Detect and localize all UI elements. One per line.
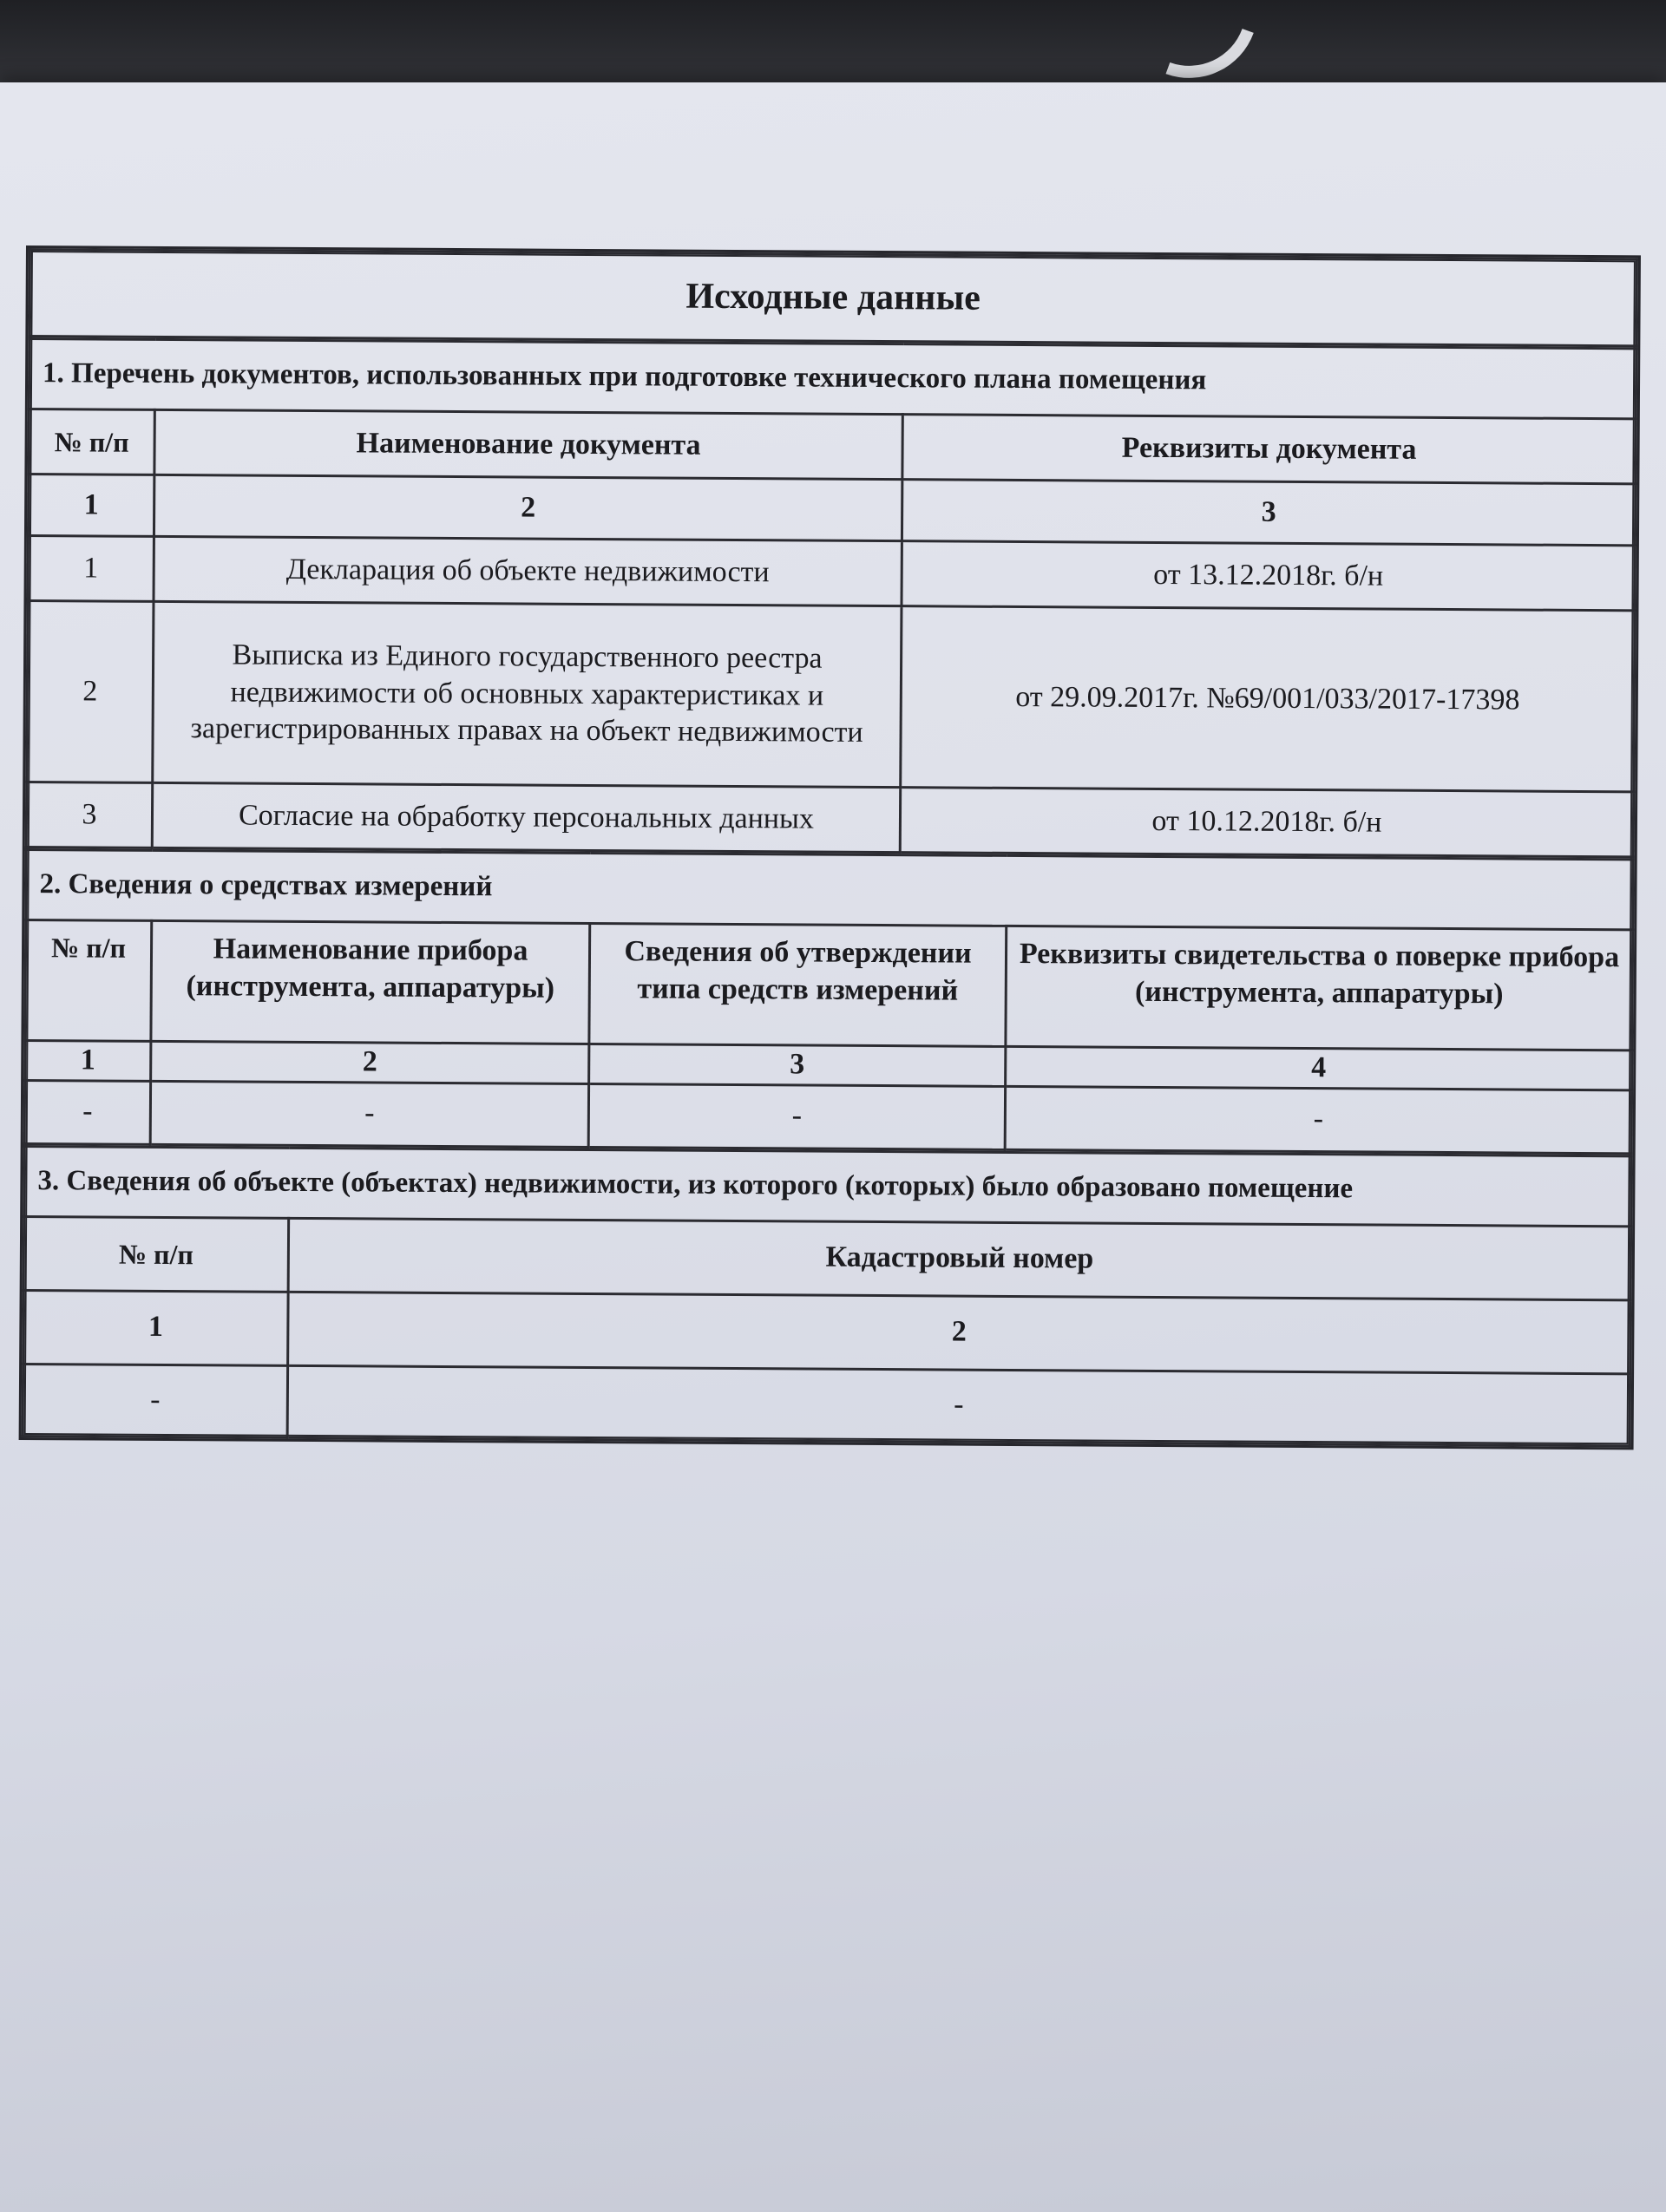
empty-cell: - — [1005, 1086, 1631, 1153]
title-table — [28, 248, 1638, 347]
column-header-cadastral-number: Кадастровый номер — [288, 1218, 1630, 1299]
empty-cell: - — [588, 1083, 1005, 1149]
row-number: 2 — [27, 601, 154, 783]
background-dark-area — [0, 0, 1666, 95]
table-row — [28, 536, 1635, 611]
row-number: 3 — [26, 782, 152, 848]
column-number-cell: 2 — [154, 474, 902, 540]
document-name: Выписка из Единого государственного реестра недвижимости об основных характеристиках и зарегистрированных правах на объект недвижимости — [153, 601, 902, 787]
table-row — [24, 1080, 1631, 1153]
column-header-number: № п/п — [23, 1216, 289, 1292]
document-details: от 13.12.2018г. б/н — [902, 541, 1635, 611]
empty-cell: - — [24, 1080, 150, 1144]
column-number-cell: 2 — [288, 1292, 1630, 1373]
document-details: от 29.09.2017г. №69/001/033/2017-17398 — [901, 606, 1635, 792]
row-number: 1 — [28, 536, 154, 602]
column-header-instrument-name: Наименование прибора (инструмента, аппаратуры) — [151, 920, 590, 1044]
empty-cell: - — [150, 1081, 588, 1147]
documents-table — [25, 337, 1638, 858]
column-number-cell: 2 — [151, 1041, 589, 1083]
column-header-verification-certificate: Реквизиты свидетельства о поверке прибора (инструмента, аппаратуры) — [1006, 926, 1633, 1050]
empty-cell: - — [23, 1364, 288, 1437]
section1-heading: 1. Перечень документов, использованных при подготовке технического плана помещения — [29, 339, 1636, 419]
column-number-cell: 1 — [23, 1290, 289, 1365]
section3-heading: 3. Сведения об объекте (объектах) недвижимости, из которого (которых) было образовано помещение — [24, 1146, 1631, 1226]
instruments-table — [23, 848, 1635, 1155]
column-header-number: № п/п — [29, 409, 154, 475]
column-number-cell: 1 — [25, 1041, 151, 1081]
empty-cell: - — [287, 1365, 1630, 1445]
source-data-document — [19, 245, 1641, 1450]
section2-heading: 2. Сведения о средствах измерений — [26, 850, 1633, 930]
table-row — [23, 1364, 1630, 1445]
column-header-number: № п/п — [25, 920, 152, 1042]
document-name: Согласие на обработку персональных данных — [152, 782, 900, 852]
column-header-type-approval: Сведения об утверждении типа средств измерений — [589, 923, 1007, 1046]
table-row — [26, 782, 1633, 857]
column-number-cell: 3 — [589, 1044, 1006, 1085]
column-number-cell: 3 — [902, 480, 1635, 546]
document-details: от 10.12.2018г. б/н — [900, 788, 1633, 857]
table-row — [27, 601, 1635, 792]
page-title: Исходные данные — [30, 250, 1637, 346]
column-header-doc-name: Наименование документа — [154, 409, 902, 479]
document-name: Декларация об объекте недвижимости — [154, 536, 902, 605]
source-objects-table — [22, 1144, 1633, 1446]
column-number-cell: 4 — [1006, 1046, 1632, 1090]
column-header-doc-details: Реквизиты документа — [902, 415, 1636, 484]
column-number-cell: 1 — [28, 474, 154, 537]
